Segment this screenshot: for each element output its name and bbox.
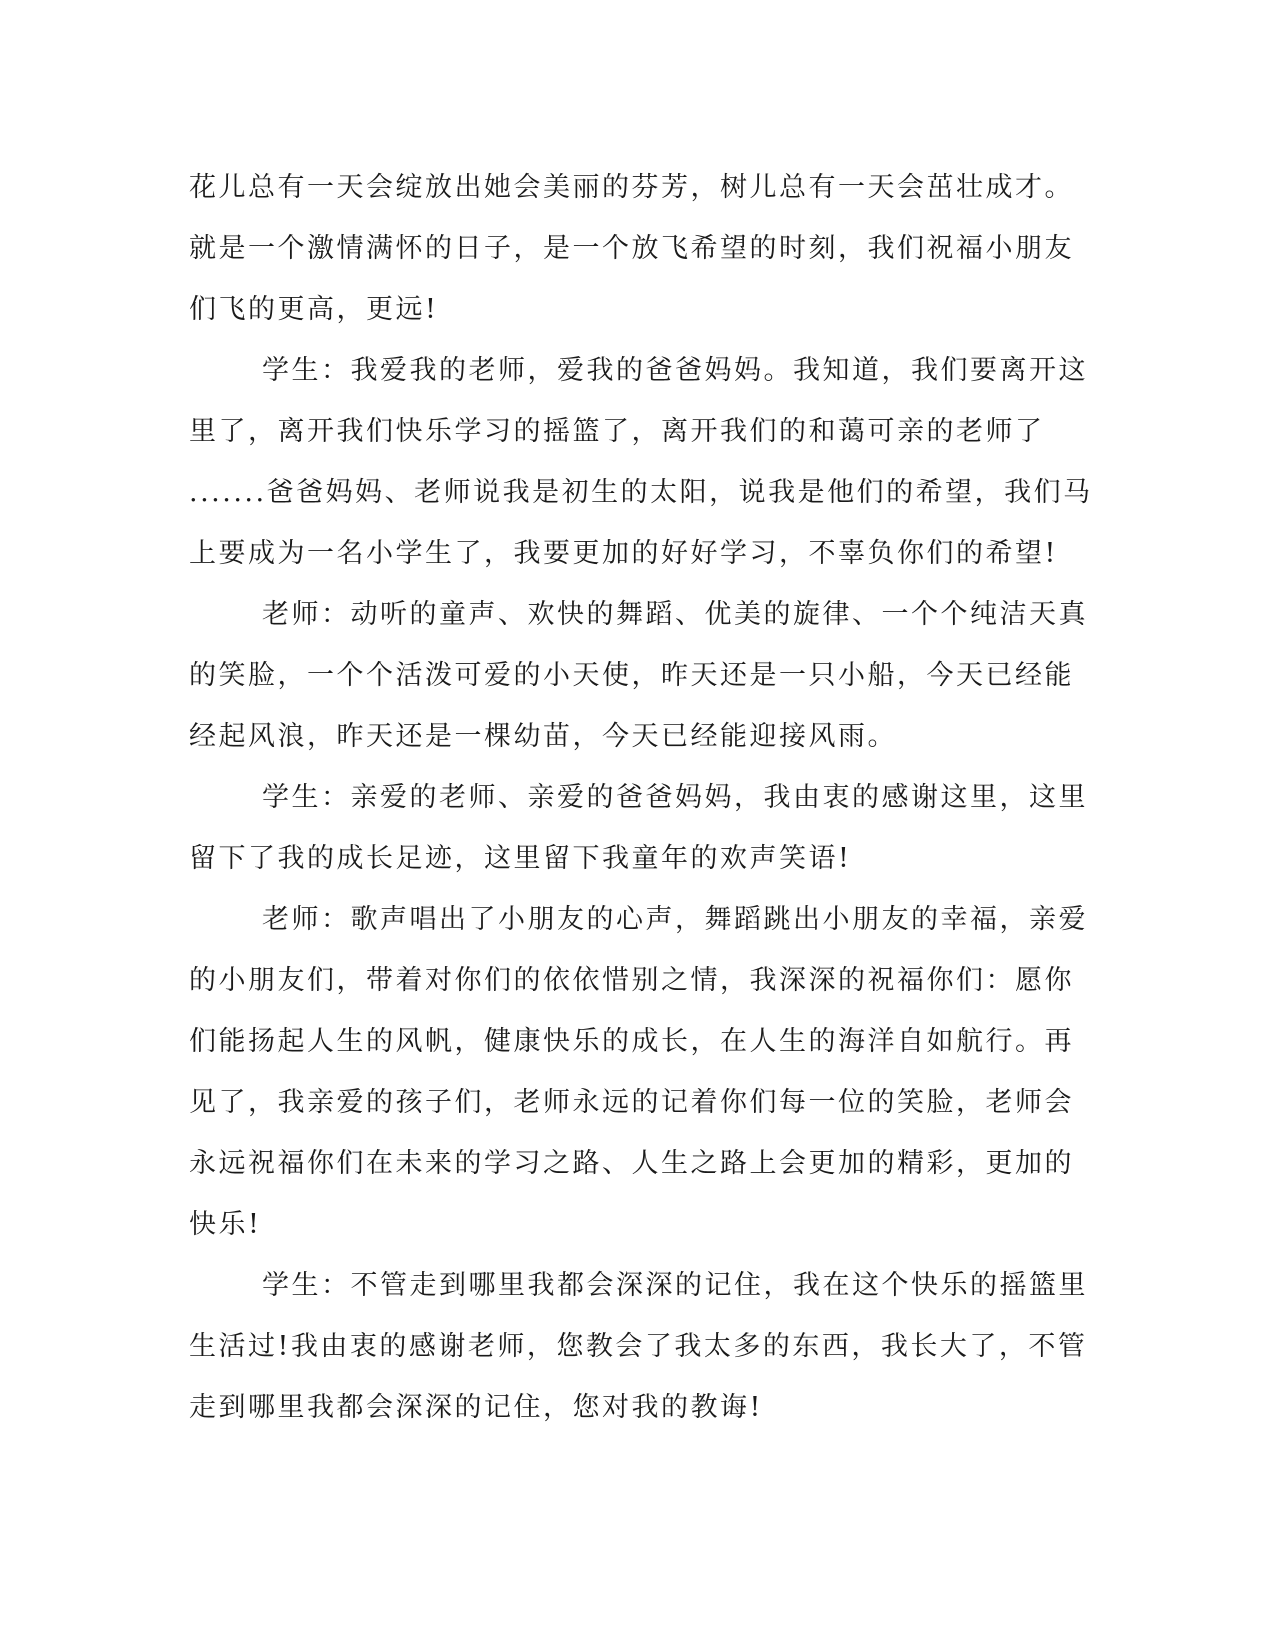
text-line: 学生：我爱我的老师，爱我的爸爸妈妈。我知道，我们要离开这 bbox=[262, 355, 1088, 386]
text-line: 上要成为一名小学生了，我要更加的好好学习，不辜负你们的希望! bbox=[189, 538, 1058, 569]
text-line: 老师：歌声唱出了小朋友的心声，舞蹈跳出小朋友的幸福，亲爱 bbox=[262, 904, 1088, 935]
text-line: 留下了我的成长足迹，这里留下我童年的欢声笑语! bbox=[189, 843, 852, 874]
paragraph-1 bbox=[189, 157, 1089, 340]
text-line: 见了，我亲爱的孩子们，老师永远的记着你们每一位的笑脸，老师会 bbox=[189, 1087, 1074, 1118]
text-line: 永远祝福你们在未来的学习之路、人生之路上会更加的精彩，更加的 bbox=[189, 1148, 1074, 1179]
document-body bbox=[189, 157, 1093, 1438]
paragraph-3 bbox=[189, 584, 1089, 767]
text-line: 学生：亲爱的老师、亲爱的爸爸妈妈，我由衷的感谢这里，这里 bbox=[262, 782, 1088, 813]
text-line: 学生：不管走到哪里我都会深深的记住，我在这个快乐的摇篮里 bbox=[262, 1270, 1088, 1301]
text-line: .......爸爸妈妈、老师说我是初生的太阳，说我是他们的希望，我们马 bbox=[189, 477, 1093, 508]
text-line: 老师：动听的童声、欢快的舞蹈、优美的旋律、一个个纯洁天真 bbox=[262, 599, 1088, 630]
text-line: 花儿总有一天会绽放出她会美丽的芬芳，树儿总有一天会茁壮成才。 bbox=[189, 172, 1074, 203]
text-line: 的笑脸，一个个活泼可爱的小天使，昨天还是一只小船，今天已经能 bbox=[189, 660, 1074, 691]
text-line: 经起风浪，昨天还是一棵幼苗，今天已经能迎接风雨。 bbox=[189, 721, 897, 752]
paragraph-2 bbox=[189, 340, 1093, 584]
text-line: 里了，离开我们快乐学习的摇篮了，离开我们的和蔼可亲的老师了 bbox=[189, 416, 1045, 447]
text-line: 快乐! bbox=[189, 1209, 262, 1240]
paragraph-5 bbox=[189, 889, 1089, 1255]
text-line: 就是一个激情满怀的日子，是一个放飞希望的时刻，我们祝福小朋友 bbox=[189, 233, 1074, 264]
text-line: 生活过!我由衷的感谢老师，您教会了我太多的东西，我长大了，不管 bbox=[189, 1331, 1088, 1362]
paragraph-6 bbox=[189, 1255, 1089, 1438]
text-line: 们能扬起人生的风帆，健康快乐的成长，在人生的海洋自如航行。再 bbox=[189, 1026, 1074, 1057]
text-line: 的小朋友们，带着对你们的依依惜别之情，我深深的祝福你们：愿你 bbox=[189, 965, 1074, 996]
paragraph-4 bbox=[189, 767, 1089, 889]
text-line: 们飞的更高，更远! bbox=[189, 294, 439, 325]
text-line: 走到哪里我都会深深的记住，您对我的教诲! bbox=[189, 1392, 763, 1423]
